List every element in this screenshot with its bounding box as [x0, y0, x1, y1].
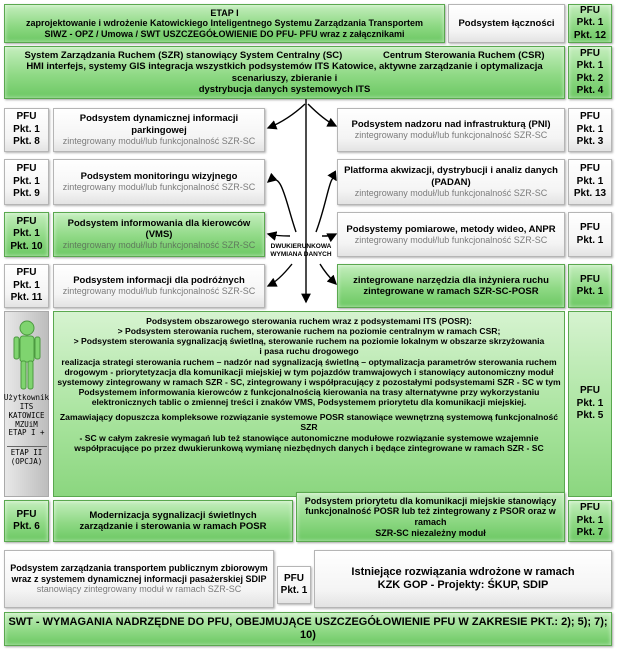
vms-title: Podsystem informowania dla kierowców (VMS): [67, 217, 251, 241]
pfu-badge-11: PFU Pkt. 1 Pkt. 11: [4, 264, 49, 308]
parking-subsystem-box: [53, 108, 265, 152]
padan-title: Platforma akwizacji, dystrybucji i analiz danych (PADAN): [344, 165, 558, 188]
etap-desc: zaprojektowanie i wdrożenie Katowickiego Inteligentnego Systemu Zarządzania Transportem: [25, 18, 424, 29]
pfu-badge-1c: PFU Pkt. 1: [277, 566, 311, 604]
pfu-badge-7: PFU Pkt. 1 Pkt. 7: [568, 500, 612, 542]
pfu-badge-10: PFU Pkt. 1 Pkt. 10: [4, 212, 49, 257]
pfu-badge-124: PFU Pkt. 1 Pkt. 2 Pkt. 4: [568, 46, 612, 99]
csr-title: Centrum Sterowania Ruchem (CSR): [382, 50, 545, 62]
user-figure-icon: [12, 320, 42, 392]
podrozni-subsystem-box: [53, 264, 265, 308]
pfu-badge-13: PFU Pkt. 1 Pkt. 13: [568, 159, 612, 205]
narzedzia-box: [337, 264, 565, 308]
narzedzia-line1: zintegrowane narzędzia dla inżyniera ruchu: [353, 274, 549, 286]
posr-panel: Podsystem obszarowego sterowania ruchem wraz z podsystemami ITS (POSR): > Podsystem sterowania ruchem, sterowanie ruchem na poziomie centralnym w ramach CSR; > Podsystem sterowania sygnalizacją świetlną, sterowanie ruchem na poziomie lokalnym w obszarze skrzyżowania i pasa ruchu drogowego realizacja strategi sterowania ruchem – nadzór nad sygnalizacją świetlną – optymalizacja parametrów sterowania ruchem drogowym - priorytetyzacja dla komunikacji miejskiej w tym pojazdów tramwajowych i stanowiący autonomiczny moduł systemowy zintegrowany w ramach SZR - SC, zintegrowany i współpracujący z pozostałymi podsystemami SZR - SC w tym Podsystemem informowania kierowców z funkcjonalnością kierowania na trasy alternatywne przy wykorzystaniu elektronicznych tablic o zmiennej treści i znaków VMS, Podsystemem priorytetu dla komunikacji miejskiej. Zamawiający dopuszcza kompleksowe rozwiązanie systemowe POSR stanowiące wewnętrzną systemową funkcjonalność SZR - SC w całym zakresie wymagań lub też stanowiące autonomiczne modułowe rozwiązanie systemowe wzajemnie współpracujące po przez dwukierunkową wymianę niezbędnych danych i będące zintegrowane w ramach SZR - SC: [53, 311, 565, 497]
szr-title: System Zarządzania Ruchem (SZR) stanowiący System Centralny (SC): [24, 50, 343, 62]
pfu-badge-6: PFU Pkt. 6: [4, 500, 49, 542]
modernizacja-box: Modernizacja sygnalizacji świetlnych zarządzanie i sterowania w ramach POSR: [53, 500, 293, 542]
podsystem-lacznosci-box: [448, 4, 565, 43]
etap-docs: SIWZ - OPZ / Umowa / SWT USZCZEGÓŁOWIENIE DO PFU- PFU wraz z załącznikami: [44, 28, 405, 39]
padan-integrated: zintegrowany moduł/lub funkcjonalność SZR-SC: [354, 187, 548, 198]
parking-title: Podsystem dynamicznej informacji parkingowej: [79, 113, 239, 136]
istniejace-box: Istniejące rozwiązania wdrożone w ramach KZK GOP - Projekty: ŚKUP, SDIP: [314, 550, 612, 608]
priorytet-box: Podsystem priorytetu dla komunikacji miejskie stanowiący funkcjonalność POSR lub też zintegrowany z PSOR oraz w ramach SZR-SC niezależny moduł: [296, 492, 565, 542]
exchange-label: DWUKIERUNKOWA WYMIANA DANYCH: [266, 238, 336, 264]
etap-title: ETAP I: [210, 7, 239, 18]
podrozni-integrated: zintegrowany moduł/lub funkcjonalność SZR-SC: [62, 286, 256, 297]
swt-footer: SWT - WYMAGANIA NADRZĘDNE DO PFU, OBEJMUJĄCE USZCZEGÓŁOWIENIE PFU W ZAKRESIE PKT.: 2); 5); 7); 10): [4, 612, 612, 646]
anpr-title: Podsystemy pomiarowe, metody wideo, ANPR: [346, 223, 556, 235]
etap-box: [4, 4, 445, 43]
pni-title: Podsystem nadzoru nad infrastrukturą (PNI): [351, 119, 551, 131]
pfu-badge-12: PFU Pkt. 1 Pkt. 12: [568, 4, 612, 43]
parking-integrated: zintegrowany moduł/lub funkcjonalność SZR-SC: [62, 135, 256, 146]
szr-desc-1: HMI interfejs, systemy GIS integracja wszystkich podsystemów ITS Katowice, aktywne zarządzanie i optymalizacja scenariuszy, zbieranie i: [26, 61, 543, 84]
vms-integrated: zintegrowany moduł/lub funkcjonalność SZR-SC: [62, 240, 256, 251]
pfu-badge-5: PFU Pkt. 1 Pkt. 5: [568, 311, 612, 497]
user-column: Użytkownik ITS KATOWICE MZUiM ETAP I + ETAP II (OPCJA): [4, 311, 49, 497]
wizyjny-integrated: zintegrowany moduł/lub funkcjonalność SZR-SC: [62, 182, 256, 193]
wizyjny-subsystem-box: [53, 159, 265, 205]
anpr-integrated: zintegrowany moduł/lub funkcjonalność SZR-SC: [354, 234, 548, 245]
narzedzia-line2: zintegrowane w ramach SZR-SC-POSR: [363, 286, 539, 297]
pfu-badge-9: PFU Pkt. 1 Pkt. 9: [4, 159, 49, 205]
szr-system-box: [4, 46, 565, 99]
pfu-badge-3: PFU Pkt. 1 Pkt. 3: [568, 108, 612, 152]
pfu-badge-8: PFU Pkt. 1 Pkt. 8: [4, 108, 49, 152]
podrozni-title: Podsystem informacji dla podróżnych: [73, 275, 245, 287]
wizyjny-title: Podsystem monitoringu wizyjnego: [80, 171, 238, 183]
padan-subsystem-box: [337, 159, 565, 205]
podsystem-lacznosci-label: Podsystem łączności: [458, 17, 555, 29]
transport-publiczny-box: Podsystem zarządzania transportem publicznym zbiorowym wraz z systemem dynamicznej informacji pasażerskiej SDIP stanowiący zintegrowany moduł w ramach SZR-SC: [4, 550, 274, 608]
pni-subsystem-box: [337, 108, 565, 152]
anpr-subsystem-box: [337, 212, 565, 257]
pni-integrated: zintegrowany moduł/lub funkcjonalność SZR-SC: [354, 130, 548, 141]
pfu-badge-1a: PFU Pkt. 1: [568, 212, 612, 257]
pfu-badge-1b: PFU Pkt. 1: [568, 264, 612, 308]
vms-subsystem-box: [53, 212, 265, 257]
szr-desc-2: dystrybucja danych systemowych ITS: [198, 83, 371, 95]
